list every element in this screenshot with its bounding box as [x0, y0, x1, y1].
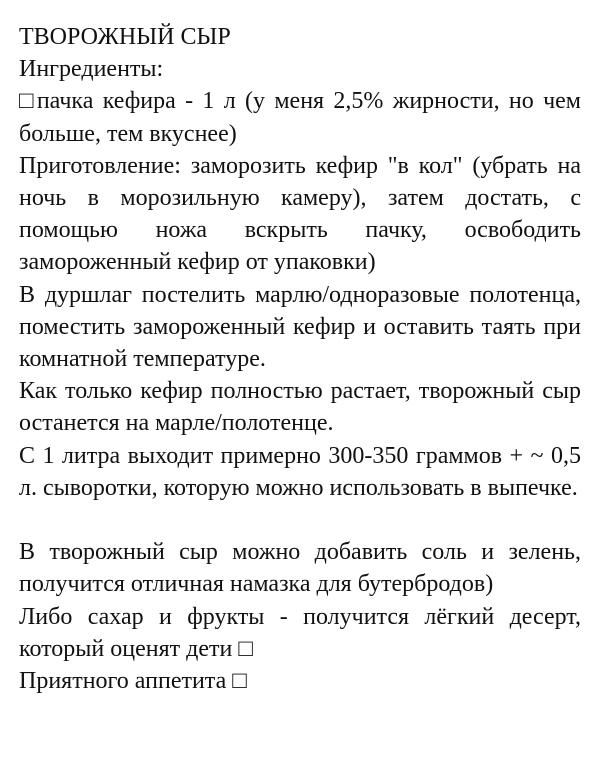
ingredient-item: □пачка кефира - 1 л (у меня 2,5% жирности, но чем больше, тем вкуснее) — [19, 88, 581, 147]
blank-line — [19, 504, 581, 536]
step-paragraph: Как только кефир полностью растает, творожный сыр останется на марле/полотенце. — [19, 378, 581, 437]
tip-paragraph: В творожный сыр можно добавить соль и зелень, получится отличная намазка для бутербродов) — [19, 539, 581, 598]
yield-paragraph: С 1 литра выходит примерно 300-350 граммов + ~ 0,5 л. сыворотки, которую можно использовать в выпечке. — [19, 442, 581, 501]
closing-line: Приятного аппетита □ — [19, 668, 247, 695]
tip-paragraph: Либо сахар и фрукты - получится лёгкий десерт, который оценят дети □ — [19, 603, 581, 662]
step-paragraph: В дуршлаг постелить марлю/одноразовые полотенца, поместить замороженный кефир и оставить таять при комнатной температуре. — [19, 281, 581, 373]
ingredients-heading: Ингредиенты: — [19, 56, 164, 83]
preparation-paragraph: Приготовление: заморозить кефир "в кол" (убрать на ночь в морозильную камеру), затем достать, с помощью ножа вскрыть пачку, освободить замороженный кефир от упаковки) — [19, 152, 581, 276]
recipe-title: ТВОРОЖНЫЙ СЫР — [19, 24, 231, 50]
